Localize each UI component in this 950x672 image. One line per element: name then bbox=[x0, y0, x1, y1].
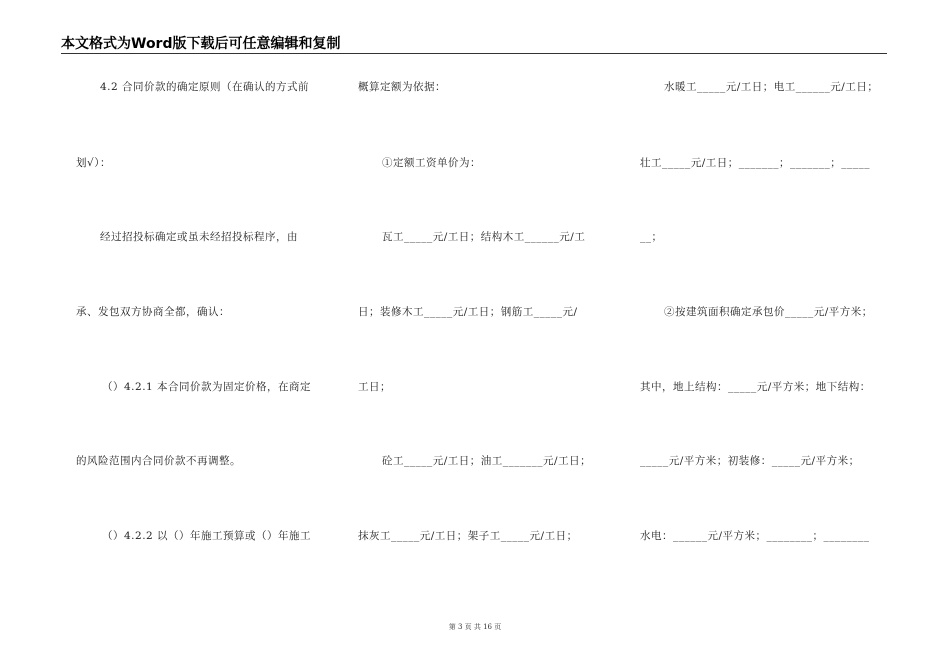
paragraph-line: 砼工_____元/工日；油工_______元/工日； bbox=[382, 455, 592, 467]
text-column-2 bbox=[358, 78, 610, 558]
paragraph-line: 划√）： bbox=[76, 157, 111, 169]
document-header-title: 本文格式为Word版下载后可任意编辑和复制 bbox=[61, 36, 341, 52]
text-column-1 bbox=[76, 78, 324, 558]
paragraph-line: ①定额工资单价为： bbox=[382, 157, 481, 169]
paragraph-line: 日；装修木工_____元/工日；钢筋工_____元/ bbox=[358, 306, 578, 318]
paragraph-line: 抹灰工_____元/工日；架子工_____元/工日； bbox=[358, 530, 578, 542]
paragraph-line: （）4.2.2 以（）年施工预算或（）年施工 bbox=[102, 530, 312, 542]
header-divider bbox=[61, 53, 887, 54]
paragraph-line: _____元/平方米；初装修：_____元/平方米； bbox=[640, 455, 860, 467]
paragraph-line: （）4.2.1 本合同价款为固定价格，在商定 bbox=[102, 381, 312, 393]
page-number-footer: 第 3 页 共 16 页 bbox=[448, 623, 502, 631]
paragraph-line: 工日； bbox=[358, 381, 391, 393]
paragraph-line: 瓦工_____元/工日；结构木工______元/工 bbox=[382, 231, 586, 243]
text-column-3 bbox=[640, 78, 890, 558]
paragraph-line: ②按建筑面积确定承包价_____元/平方米； bbox=[664, 306, 873, 318]
paragraph-line: 其中，地上结构：_____元/平方米；地下结构： bbox=[640, 381, 871, 393]
paragraph-line: 水电：______元/平方米；________；________ bbox=[640, 530, 870, 542]
paragraph-line: 承、发包双方协商全都，确认： bbox=[76, 306, 230, 318]
paragraph-line: 水暖工_____元/工日；电工______元/工日； bbox=[664, 81, 879, 93]
paragraph-line: 经过招投标确定或虽未经招投标程序，由 bbox=[100, 231, 298, 243]
paragraph-line: 壮工_____元/工日；_______；_______；_____ bbox=[640, 157, 871, 169]
paragraph-line: 4.2 合同价款的确定原则（在确认的方式前 bbox=[100, 81, 310, 93]
paragraph-line: 概算定额为依据： bbox=[358, 81, 446, 93]
paragraph-line: __； bbox=[640, 231, 663, 243]
paragraph-line: 的风险范围内合同价款不再调整。 bbox=[76, 455, 241, 467]
